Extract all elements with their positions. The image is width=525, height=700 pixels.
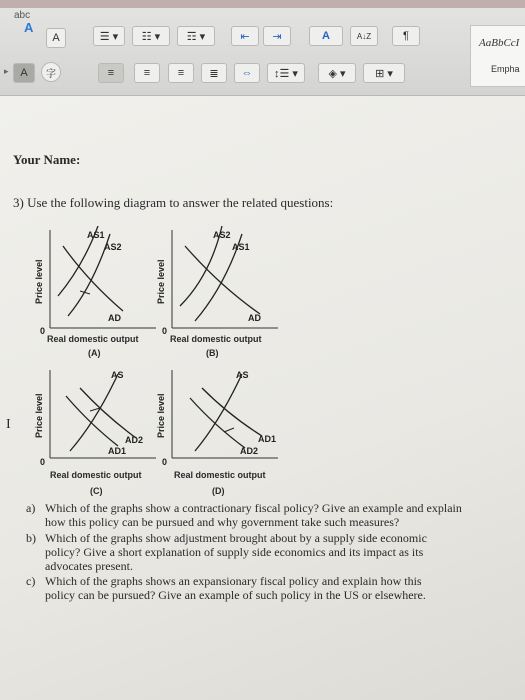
graph-B-caption: (B)	[206, 348, 219, 358]
graph-D-shift-arrow	[224, 428, 234, 432]
graph-C-label-ad2: AD2	[125, 435, 144, 445]
graph-A-label-as1: AS1	[87, 230, 105, 240]
graph-C-caption: (C)	[90, 486, 103, 496]
paint-bucket-icon: ◈ ▾	[328, 67, 346, 80]
multilevel-list-icon: ☶ ▾	[186, 30, 206, 43]
abc-label: abc	[14, 10, 31, 21]
sort-button[interactable]	[350, 26, 378, 46]
subquestion-line: Which of the graphs shows an expansionary fiscal policy and explain how this	[45, 574, 422, 588]
graph-C-label-as: AS	[111, 370, 124, 380]
graph-D-label-as: AS	[236, 370, 249, 380]
margin-mark: I	[6, 417, 11, 432]
line-spacing-icon: ↕☰ ▾	[274, 67, 298, 80]
distributed-button[interactable]	[234, 63, 260, 83]
graph-A	[28, 226, 168, 341]
numbering-button[interactable]	[132, 26, 170, 46]
align-center-button[interactable]	[134, 63, 160, 83]
subquestion-letter: a)	[26, 501, 36, 515]
justify-icon: ≣	[209, 67, 219, 80]
style-name-label: Empha	[491, 64, 520, 74]
graph-D-label-ad1: AD1	[258, 434, 277, 444]
numbering-icon: ☷ ▾	[141, 30, 161, 43]
graph-A-ylabel: Price level	[34, 259, 44, 304]
character-border-button[interactable]	[46, 28, 66, 48]
enclose-characters-button[interactable]	[41, 62, 61, 82]
graph-A-origin: 0	[40, 326, 46, 336]
phonetic-guide-icon[interactable]: A	[24, 20, 34, 35]
subquestion-line: policy? Give a short explanation of supply side economics and its impact as its	[45, 545, 424, 559]
style-preview-text: AaBbCcI	[479, 37, 520, 49]
subquestion-letter: c)	[26, 574, 36, 588]
decrease-indent-icon: ⇤	[240, 30, 250, 43]
your-name-label: Your Name:	[13, 152, 81, 167]
question-title: 3) Use the following diagram to answer the related questions:	[13, 195, 334, 210]
document-page	[0, 96, 525, 700]
graph-A-ad-curve	[63, 246, 123, 311]
ribbon-toolbar	[0, 0, 525, 96]
subquestion-line: Which of the graphs show a contractionary fiscal policy? Give an example and explain	[45, 501, 462, 515]
enclose-characters-label: 字	[46, 68, 56, 80]
bullets-icon: ☰ ▾	[99, 30, 119, 43]
shading-button[interactable]	[318, 63, 356, 83]
graph-D-caption: (D)	[212, 486, 225, 496]
subquestion-line: policy can be pursued? Give an example of such policy in the US or elsewhere.	[45, 588, 426, 602]
graph-D-label-ad2: AD2	[240, 446, 259, 456]
graph-B-origin: 0	[162, 326, 168, 336]
graph-C-xlabel: Real domestic output	[50, 470, 142, 480]
align-right-icon: ≡	[177, 67, 185, 79]
multilevel-list-button[interactable]	[177, 26, 215, 46]
subquestion-line: Which of the graphs show adjustment brought about by a supply side economic	[45, 531, 427, 545]
graph-B-ylabel: Price level	[156, 259, 166, 304]
graph-D	[150, 366, 290, 471]
graph-A-caption: (A)	[88, 348, 101, 358]
subquestion-line: how this policy can be pursued and why government take such measures?	[45, 515, 400, 529]
increase-indent-icon: ⇥	[272, 30, 282, 43]
bullets-button[interactable]	[93, 26, 125, 46]
align-right-button[interactable]	[168, 63, 194, 83]
graph-A-label-ad: AD	[108, 313, 121, 323]
distributed-icon: ⇔	[241, 67, 253, 79]
graph-D-ylabel: Price level	[156, 393, 166, 438]
graph-B-label-ad: AD	[248, 313, 261, 323]
graph-A-label-as2: AS2	[104, 242, 122, 252]
graph-C	[28, 366, 168, 471]
graph-D-as-curve	[195, 374, 242, 451]
character-shading-button[interactable]	[13, 63, 35, 83]
decrease-indent-button[interactable]	[231, 26, 259, 46]
window-title-strip	[0, 0, 525, 8]
align-left-icon: ≡	[107, 67, 115, 79]
subquestion-line: advocates present.	[45, 559, 133, 573]
graph-C-ad2-curve	[80, 388, 136, 438]
graph-B	[150, 226, 290, 341]
graph-C-label-ad1: AD1	[108, 446, 127, 456]
line-spacing-button[interactable]	[267, 63, 305, 83]
borders-button[interactable]	[363, 63, 405, 83]
graph-C-origin: 0	[40, 457, 46, 467]
borders-icon: ⊞ ▾	[375, 67, 393, 80]
subquestion-letter: b)	[26, 531, 36, 545]
graph-D-origin: 0	[162, 457, 168, 467]
align-left-button[interactable]	[98, 63, 124, 83]
show-formatting-button[interactable]	[392, 26, 420, 46]
character-border-label: A	[52, 32, 60, 44]
justify-button[interactable]	[201, 63, 227, 83]
sort-icon: A↓Z	[356, 31, 372, 41]
graph-D-xlabel: Real domestic output	[174, 470, 266, 480]
graph-D-ad2-curve	[190, 398, 245, 448]
align-center-icon: ≡	[143, 67, 151, 79]
row2-left-arrow-icon: ▸	[4, 66, 9, 76]
pilcrow-icon: ¶	[403, 30, 409, 42]
text-effects-button[interactable]	[309, 26, 343, 46]
graph-A-xlabel: Real domestic output	[47, 334, 139, 344]
character-shading-label: A	[20, 67, 28, 79]
graph-B-label-as2: AS2	[213, 230, 231, 240]
graph-B-xlabel: Real domestic output	[170, 334, 262, 344]
graph-C-ylabel: Price level	[34, 393, 44, 438]
graph-B-label-as1: AS1	[232, 242, 250, 252]
text-effects-icon: A	[322, 30, 330, 42]
style-gallery-item[interactable]	[470, 25, 525, 87]
increase-indent-button[interactable]	[263, 26, 291, 46]
